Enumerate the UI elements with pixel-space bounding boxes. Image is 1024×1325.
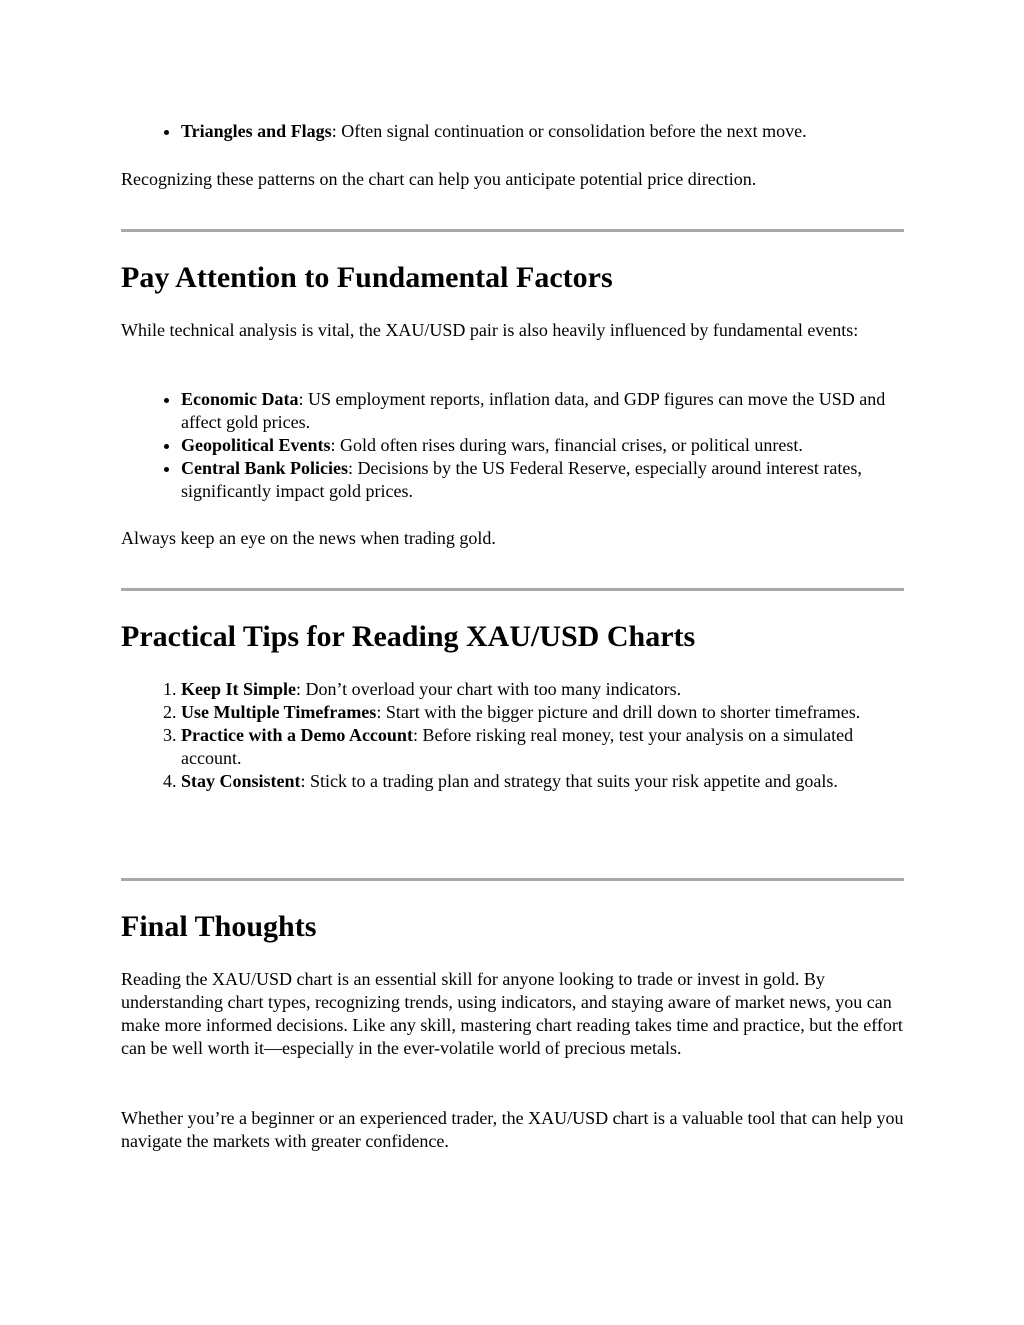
section-heading-tips: Practical Tips for Reading XAU/USD Charts — [121, 620, 696, 653]
tips-numbered-list — [121, 678, 904, 793]
tip-text: : Start with the bigger picture and drill down to shorter timeframes. — [376, 702, 861, 722]
bullet-text: : Often signal continuation or consolidation before the next move. — [331, 121, 807, 141]
list-item — [181, 770, 904, 793]
intro-closing-paragraph: Recognizing these patterns on the chart can help you anticipate potential price direction. — [121, 169, 757, 189]
section-divider — [121, 229, 904, 232]
bullet-text: : US employment reports, inflation data, and GDP figures can move the USD and affect gold prices. — [181, 389, 886, 432]
bullet-text: : Gold often rises during wars, financial crises, or political unrest. — [330, 435, 803, 455]
bullet-term: Economic Data — [181, 389, 299, 409]
tip-term: Keep It Simple — [181, 679, 296, 699]
list-item — [181, 388, 904, 434]
bullet-term: Central Bank Policies — [181, 458, 348, 478]
bullet-term: Triangles and Flags — [181, 121, 332, 141]
list-item — [181, 678, 904, 701]
tip-term: Practice with a Demo Account — [181, 725, 413, 745]
tip-text: : Stick to a trading plan and strategy that suits your risk appetite and goals. — [300, 771, 838, 791]
fundamentals-closing-paragraph: Always keep an eye on the news when trading gold. — [121, 528, 496, 548]
fundamentals-bullet-list — [121, 388, 904, 503]
intro-bullet-list — [121, 120, 904, 143]
list-item — [181, 724, 904, 770]
tip-term: Stay Consistent — [181, 771, 301, 791]
section-divider — [121, 588, 904, 591]
bullet-text: : Decisions by the US Federal Reserve, especially around interest rates, significantly impact gold prices. — [181, 458, 862, 501]
fundamentals-lead-paragraph: While technical analysis is vital, the XAU/USD pair is also heavily influenced by fundamental events: — [121, 320, 859, 340]
tip-term: Use Multiple Timeframes — [181, 702, 377, 722]
final-paragraph-1: Reading the XAU/USD chart is an essential skill for anyone looking to trade or invest in gold. By understanding chart types, recognizing trends, using indicators, and staying aware of market news, you can make more informed decisions. Like any skill, mastering chart reading takes time and practice, but the effort can be well worth it—especially in the ever-volatile world of precious metals. — [121, 969, 903, 1058]
list-item — [181, 120, 904, 143]
tip-text: : Don’t overload your chart with too many indicators. — [296, 679, 682, 699]
section-heading-fundamentals: Pay Attention to Fundamental Factors — [121, 261, 613, 294]
list-item — [181, 457, 904, 503]
final-paragraph-2: Whether you’re a beginner or an experienced trader, the XAU/USD chart is a valuable tool that can help you navigate the markets with greater confidence. — [121, 1108, 904, 1151]
bullet-term: Geopolitical Events — [181, 435, 331, 455]
list-item — [181, 701, 904, 724]
tip-text: : Before risking real money, test your analysis on a simulated account. — [181, 725, 854, 768]
list-item — [181, 434, 904, 457]
section-heading-final: Final Thoughts — [121, 910, 317, 943]
section-divider — [121, 878, 904, 881]
